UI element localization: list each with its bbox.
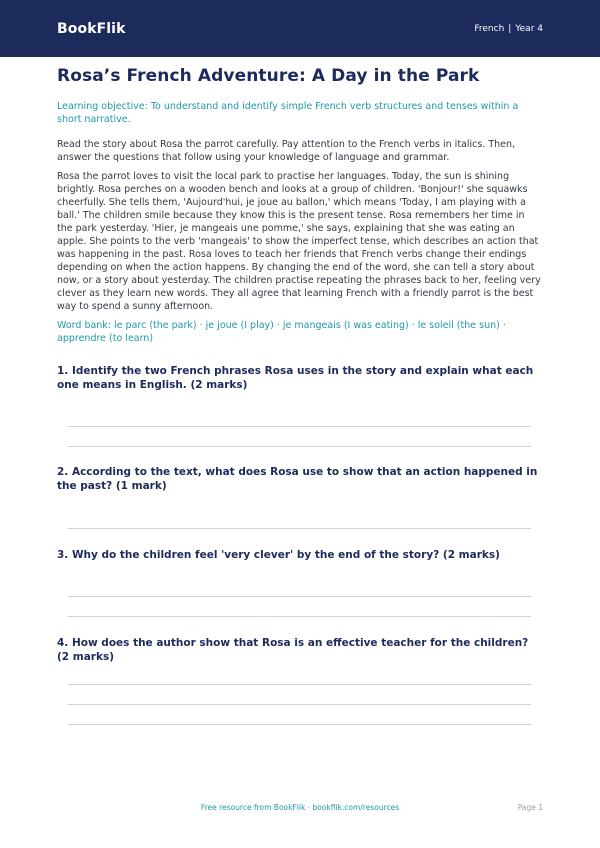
brand-logo-text[interactable]: BookFlik: [57, 20, 126, 37]
answer-line[interactable]: [67, 446, 531, 447]
page-title: Rosa’s French Adventure: A Day in the Park: [57, 66, 480, 86]
answer-line[interactable]: [67, 426, 531, 427]
question-1: 1. Identify the two French phrases Rosa uses in the story and explain what each one means in English. (2 marks): [57, 365, 534, 391]
answer-line[interactable]: [67, 684, 531, 685]
footer-resource-link[interactable]: Free resource from BookFlik · bookflik.com/resources: [200, 803, 400, 812]
year-label: Year 4: [515, 23, 543, 34]
question-4: 4. How does the author show that Rosa is an effective teacher for the children? (2 marks): [57, 637, 529, 663]
separator: |: [508, 23, 512, 34]
page-number: Page 1: [517, 803, 543, 812]
page-header: [0, 0, 600, 57]
word-bank: Word bank: le parc (the park) · je joue (I play) · je mangeais (I was eating) · le soleil (the sun) · apprendre (to learn): [57, 320, 506, 344]
answer-line[interactable]: [67, 724, 531, 725]
answer-line[interactable]: [67, 596, 531, 597]
answer-line[interactable]: [67, 528, 531, 529]
question-2: 2. According to the text, what does Rosa use to show that an action happened in the past? (1 mark): [57, 466, 538, 492]
page-footer: [0, 803, 600, 815]
learning-objective: Learning objective: To understand and identify simple French verb structures and tenses within a short narrative.: [57, 101, 519, 125]
instructions: Read the story about Rosa the parrot carefully. Pay attention to the French verbs in italics. Then, answer the questions that follow using your knowledge of language and grammar.: [57, 139, 516, 163]
answer-line[interactable]: [67, 616, 531, 617]
subject-year-label: [474, 24, 543, 34]
story-text: Rosa the parrot loves to visit the local park to practise her languages. Today, the sun is shining brightly. Rosa perches on a wooden bench and looks at a group of children. 'Bonjour!' she squawks cheerfully. She tells them, 'Aujourd'hui, je joue au ballon,' which means 'Today, I am playing with a ball.' The children smile because they know this is the present tense. Rosa remembers her time in the park yesterday. 'Hier, je mangeais une pomme,' she says, explaining that she was eating an apple. She points to the verb 'mangeais' to show the imperfect tense, which describes an action that was happening in the past. Rosa loves to teach her friends that French verbs change their endings depending on when the action happens. By changing the end of the word, she can tell a story about now, or a story about yesterday. The children practise repeating the phrases back to her, feeling very clever as they learn new words. They all agree that learning French with a friendly parrot is the best way to spend a sunny afternoon.: [57, 171, 541, 312]
subject-label: French: [474, 23, 505, 34]
answer-line[interactable]: [67, 704, 531, 705]
question-3: 3. Why do the children feel 'very clever' by the end of the story? (2 marks): [57, 549, 500, 561]
